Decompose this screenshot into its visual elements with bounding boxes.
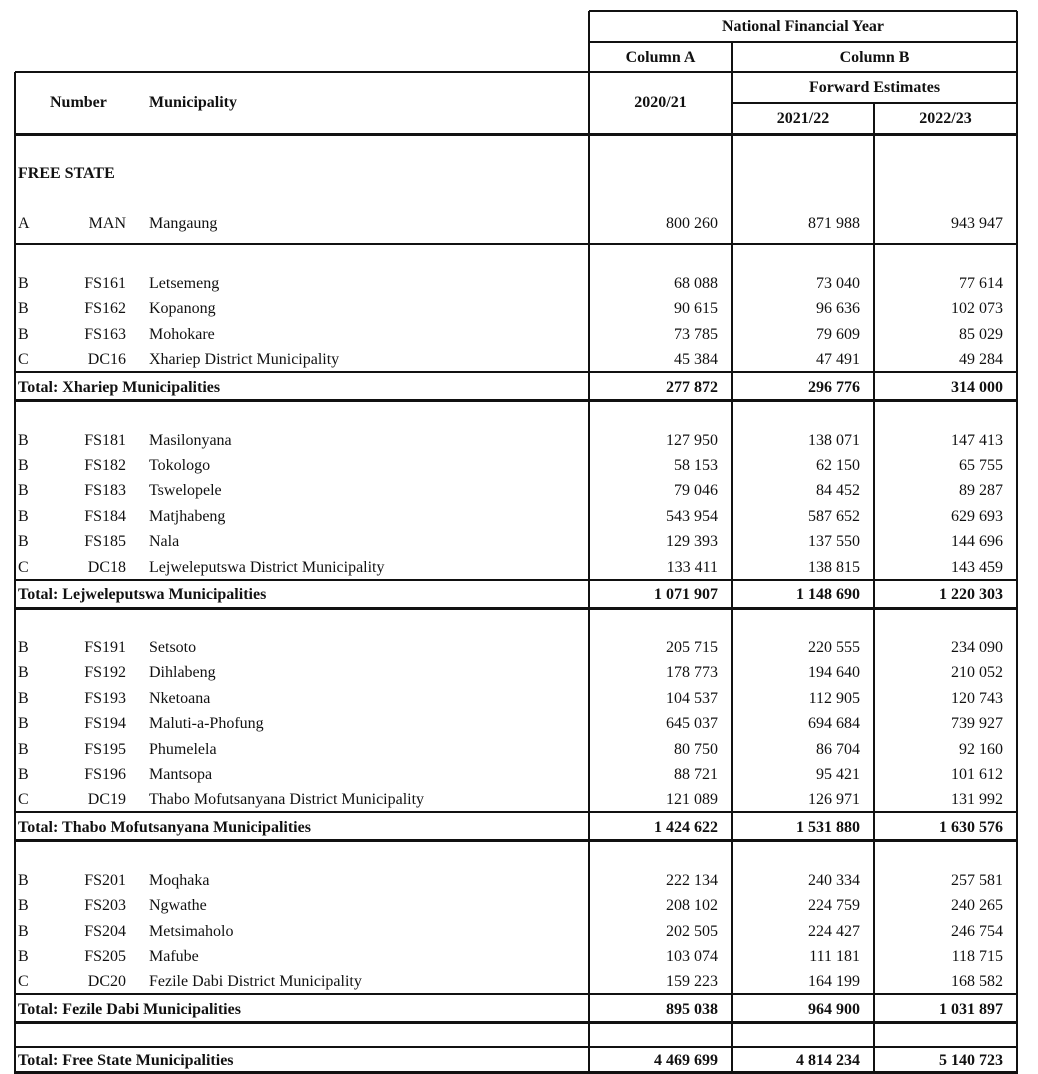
value-cell-2022-23: 234 090 bbox=[951, 639, 1003, 656]
category-cell: B bbox=[18, 457, 29, 474]
value-cell-2021-22: 138 071 bbox=[808, 431, 860, 449]
municipality-cell: Nketoana bbox=[149, 689, 211, 707]
value-cell-2021-22: 194 640 bbox=[808, 664, 860, 682]
category-cell: B bbox=[18, 431, 29, 449]
value-cell-2020-21: 645 037 bbox=[666, 715, 718, 733]
value-cell-2021-22: 62 150 bbox=[816, 457, 860, 474]
value-cell-2021-22: 73 040 bbox=[816, 275, 860, 292]
value-cell-2021-22: 95 421 bbox=[816, 766, 860, 783]
value-cell-2020-21: 127 950 bbox=[666, 431, 718, 449]
value-cell-2022-23: 131 992 bbox=[951, 791, 1003, 809]
total-cell-2022-23: 1 630 576 bbox=[939, 818, 1003, 836]
value-cell-2020-21: 79 046 bbox=[674, 482, 718, 500]
category-cell: B bbox=[18, 482, 29, 500]
category-cell: B bbox=[18, 715, 29, 733]
grand-total-cell-2020-21: 4 469 699 bbox=[654, 1051, 718, 1069]
header-rule bbox=[15, 71, 1017, 73]
value-cell-2020-21: 45 384 bbox=[674, 351, 718, 369]
value-cell-2021-22: 694 684 bbox=[808, 715, 860, 733]
code-cell: FS185 bbox=[84, 533, 126, 551]
category-cell: B bbox=[18, 275, 29, 292]
value-cell-2020-21: 88 721 bbox=[674, 766, 718, 783]
value-cell-2022-23: 92 160 bbox=[959, 740, 1003, 758]
category-cell: A bbox=[18, 215, 30, 232]
total-bottom-rule bbox=[15, 399, 1017, 402]
total-top-rule bbox=[15, 811, 1017, 813]
value-cell-2020-21: 178 773 bbox=[666, 664, 718, 682]
code-cell: DC19 bbox=[87, 791, 126, 809]
value-cell-2021-22: 164 199 bbox=[808, 973, 860, 991]
code-cell: DC18 bbox=[87, 558, 126, 576]
total-label: Total: Xhariep Municipalities bbox=[18, 378, 221, 396]
municipality-cell: Mantsopa bbox=[149, 766, 213, 783]
municipality-cell: Thabo Mofutsanyana District Municipality bbox=[149, 791, 425, 809]
value-cell-2022-23: 257 581 bbox=[951, 871, 1003, 889]
header-bottom-rule bbox=[15, 133, 1017, 136]
value-cell-2021-22: 138 815 bbox=[808, 558, 860, 576]
municipality-cell: Tokologo bbox=[149, 457, 211, 474]
total-bottom-rule bbox=[15, 1021, 1017, 1024]
municipality-cell: Phumelela bbox=[149, 740, 217, 758]
category-cell: B bbox=[18, 325, 29, 343]
total-cell-2022-23: 1 031 897 bbox=[939, 1000, 1003, 1018]
category-cell: B bbox=[18, 639, 29, 656]
value-cell-2020-21: 133 411 bbox=[666, 558, 718, 576]
value-cell-2021-22: 86 704 bbox=[816, 740, 860, 758]
municipality-cell: Maluti-a-Phofung bbox=[149, 715, 264, 733]
value-cell-2020-21: 121 089 bbox=[666, 791, 718, 809]
value-cell-2020-21: 129 393 bbox=[666, 533, 718, 551]
value-cell-2020-21: 222 134 bbox=[666, 871, 718, 889]
total-cell-2020-21: 895 038 bbox=[666, 1000, 718, 1018]
header-top-rule bbox=[589, 10, 1017, 12]
value-cell-2021-22: 111 181 bbox=[809, 948, 860, 965]
value-cell-2022-23: 144 696 bbox=[951, 533, 1003, 551]
grand-total-label: Total: Free State Municipalities bbox=[18, 1051, 234, 1069]
column-split-rule bbox=[873, 103, 875, 1074]
total-cell-2020-21: 277 872 bbox=[666, 378, 718, 396]
category-cell: C bbox=[18, 973, 29, 991]
value-cell-2022-23: 240 265 bbox=[951, 897, 1003, 915]
category-cell: C bbox=[18, 791, 29, 809]
municipality-cell: Fezile Dabi District Municipality bbox=[149, 973, 362, 991]
header-group-rule bbox=[589, 41, 1017, 43]
value-cell-2021-22: 126 971 bbox=[808, 791, 860, 809]
value-cell-2021-22: 84 452 bbox=[816, 482, 860, 500]
code-cell: FS196 bbox=[84, 766, 126, 783]
year-2022-23-heading: 2022/23 bbox=[919, 110, 972, 127]
year-2020-21-heading: 2020/21 bbox=[634, 94, 687, 111]
value-cell-2020-21: 58 153 bbox=[674, 457, 718, 474]
value-cell-2020-21: 104 537 bbox=[666, 689, 718, 707]
province-heading: FREE STATE bbox=[18, 165, 115, 182]
value-cell-2022-23: 101 612 bbox=[951, 766, 1003, 783]
value-cell-2020-21: 205 715 bbox=[666, 639, 718, 656]
code-cell: FS204 bbox=[84, 922, 126, 940]
value-cell-2020-21: 90 615 bbox=[674, 300, 718, 318]
municipality-cell: Mohokare bbox=[149, 325, 215, 343]
grand-total-cell-2022-23: 5 140 723 bbox=[939, 1051, 1003, 1069]
value-cell-2022-23: 143 459 bbox=[951, 558, 1003, 576]
value-cell-2020-21: 73 785 bbox=[674, 325, 718, 343]
code-cell: MAN bbox=[88, 215, 126, 232]
code-cell: FS192 bbox=[84, 664, 126, 682]
category-cell: B bbox=[18, 897, 29, 915]
left-border bbox=[14, 72, 16, 1074]
municipality-cell: Metsimaholo bbox=[149, 922, 234, 940]
forward-estimates-heading: Forward Estimates bbox=[808, 79, 941, 96]
value-cell-2020-21: 68 088 bbox=[674, 275, 718, 292]
value-cell-2022-23: 943 947 bbox=[951, 215, 1003, 232]
value-cell-2020-21: 543 954 bbox=[666, 507, 718, 525]
value-cell-2020-21: 159 223 bbox=[666, 973, 718, 991]
value-cell-2022-23: 168 582 bbox=[951, 973, 1003, 991]
value-cell-2022-23: 147 413 bbox=[951, 431, 1003, 449]
value-cell-2020-21: 800 260 bbox=[666, 215, 718, 232]
total-cell-2021-22: 964 900 bbox=[808, 1000, 860, 1018]
total-cell-2021-22: 1 531 880 bbox=[796, 818, 860, 836]
value-cell-2022-23: 120 743 bbox=[951, 689, 1003, 707]
year-2021-22-heading: 2021/22 bbox=[776, 110, 830, 127]
municipality-cell: Matjhabeng bbox=[149, 507, 226, 525]
grand-total-top-rule bbox=[15, 1046, 1017, 1048]
code-cell: FS181 bbox=[84, 431, 126, 449]
total-cell-2020-21: 1 071 907 bbox=[654, 586, 718, 603]
value-cell-2022-23: 102 073 bbox=[951, 300, 1003, 318]
value-cell-2021-22: 47 491 bbox=[816, 351, 860, 369]
code-cell: FS162 bbox=[84, 300, 126, 318]
municipality-cell: Ngwathe bbox=[149, 897, 207, 915]
value-cell-2021-22: 112 905 bbox=[808, 689, 860, 707]
national-financial-year-heading: National Financial Year bbox=[721, 18, 885, 35]
municipality-cell: Kopanong bbox=[149, 300, 216, 318]
value-cell-2022-23: 85 029 bbox=[959, 325, 1003, 343]
value-cell-2022-23: 77 614 bbox=[959, 275, 1003, 292]
municipality-cell: Tswelopele bbox=[149, 482, 222, 500]
code-cell: FS195 bbox=[84, 740, 126, 758]
code-cell: FS191 bbox=[84, 639, 126, 656]
column-b-rule bbox=[731, 42, 733, 1074]
code-cell: FS163 bbox=[84, 325, 126, 343]
value-cell-2020-21: 202 505 bbox=[666, 922, 718, 940]
column-a-rule bbox=[588, 11, 590, 1074]
total-bottom-rule bbox=[15, 839, 1017, 842]
category-cell: B bbox=[18, 948, 29, 965]
value-cell-2022-23: 118 715 bbox=[951, 948, 1003, 965]
value-cell-2022-23: 210 052 bbox=[951, 664, 1003, 682]
category-cell: B bbox=[18, 507, 29, 525]
total-top-rule bbox=[15, 993, 1017, 995]
value-cell-2022-23: 65 755 bbox=[959, 457, 1003, 474]
category-cell: B bbox=[18, 689, 29, 707]
total-label: Total: Fezile Dabi Municipalities bbox=[18, 1000, 241, 1018]
total-label: Total: Lejweleputswa Municipalities bbox=[18, 586, 267, 603]
total-cell-2021-22: 1 148 690 bbox=[796, 586, 860, 603]
total-label: Total: Thabo Mofutsanyana Municipalities bbox=[18, 818, 311, 836]
value-cell-2020-21: 80 750 bbox=[674, 740, 718, 758]
municipality-cell: Mangaung bbox=[149, 215, 218, 232]
category-cell: B bbox=[18, 664, 29, 682]
category-cell: C bbox=[18, 558, 29, 576]
category-cell: B bbox=[18, 766, 29, 783]
value-cell-2022-23: 49 284 bbox=[959, 351, 1003, 369]
value-cell-2021-22: 224 759 bbox=[808, 897, 860, 915]
grand-total-cell-2021-22: 4 814 234 bbox=[796, 1051, 860, 1069]
value-cell-2020-21: 103 074 bbox=[666, 948, 718, 965]
municipality-heading: Municipality bbox=[149, 94, 238, 111]
value-cell-2021-22: 224 427 bbox=[808, 922, 860, 940]
right-border bbox=[1016, 11, 1018, 1074]
category-cell: B bbox=[18, 740, 29, 758]
total-cell-2021-22: 296 776 bbox=[808, 378, 860, 396]
value-cell-2022-23: 246 754 bbox=[951, 922, 1003, 940]
municipality-cell: Moqhaka bbox=[149, 871, 210, 889]
code-cell: FS193 bbox=[84, 689, 126, 707]
total-cell-2022-23: 314 000 bbox=[951, 378, 1003, 396]
total-cell-2020-21: 1 424 622 bbox=[654, 818, 718, 836]
code-cell: FS182 bbox=[84, 457, 126, 474]
category-cell: B bbox=[18, 922, 29, 940]
category-cell: B bbox=[18, 871, 29, 889]
code-cell: FS205 bbox=[84, 948, 126, 965]
value-cell-2021-22: 220 555 bbox=[808, 639, 860, 656]
municipality-cell: Dihlabeng bbox=[149, 664, 216, 682]
code-cell: DC20 bbox=[87, 973, 126, 991]
category-cell: B bbox=[18, 533, 29, 551]
code-cell: FS183 bbox=[84, 482, 126, 500]
code-cell: FS184 bbox=[84, 507, 126, 525]
column-b-heading: Column B bbox=[839, 49, 910, 66]
total-top-rule bbox=[15, 371, 1017, 373]
category-cell: C bbox=[18, 351, 29, 369]
total-top-rule bbox=[15, 579, 1017, 581]
section-rule bbox=[15, 243, 1017, 245]
municipality-cell: Letsemeng bbox=[149, 275, 220, 292]
value-cell-2022-23: 89 287 bbox=[959, 482, 1003, 500]
value-cell-2020-21: 208 102 bbox=[666, 897, 718, 915]
total-cell-2022-23: 1 220 303 bbox=[939, 586, 1003, 603]
number-heading: Number bbox=[50, 94, 107, 111]
municipality-cell: Nala bbox=[149, 533, 180, 551]
code-cell: FS201 bbox=[84, 871, 126, 889]
total-bottom-rule bbox=[15, 607, 1017, 610]
value-cell-2021-22: 96 636 bbox=[816, 300, 860, 318]
value-cell-2021-22: 240 334 bbox=[808, 871, 860, 889]
value-cell-2022-23: 739 927 bbox=[951, 715, 1003, 733]
column-a-heading: Column A bbox=[625, 49, 696, 66]
value-cell-2021-22: 871 988 bbox=[808, 215, 860, 232]
value-cell-2021-22: 79 609 bbox=[816, 325, 860, 343]
value-cell-2021-22: 587 652 bbox=[808, 507, 860, 525]
value-cell-2022-23: 629 693 bbox=[951, 507, 1003, 525]
code-cell: FS203 bbox=[84, 897, 126, 915]
code-cell: FS194 bbox=[84, 715, 126, 733]
municipality-cell: Xhariep District Municipality bbox=[149, 351, 340, 369]
municipality-cell: Mafube bbox=[149, 948, 199, 965]
municipality-cell: Setsoto bbox=[149, 639, 197, 656]
municipality-cell: Masilonyana bbox=[149, 431, 232, 449]
value-cell-2021-22: 137 550 bbox=[808, 533, 860, 551]
code-cell: FS161 bbox=[84, 275, 126, 292]
municipality-cell: Lejweleputswa District Municipality bbox=[149, 558, 385, 576]
code-cell: DC16 bbox=[87, 351, 126, 369]
category-cell: B bbox=[18, 300, 29, 318]
